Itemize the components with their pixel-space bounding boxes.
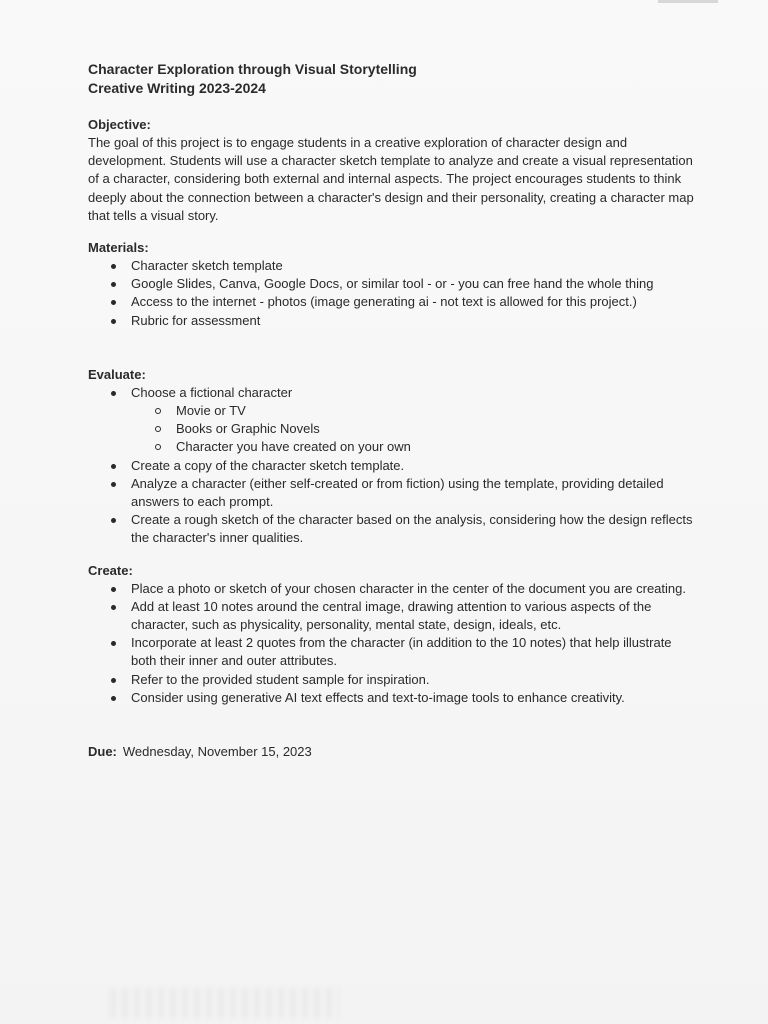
materials-list bbox=[88, 257, 698, 330]
evaluate-heading: Evaluate: bbox=[88, 366, 146, 382]
list-item: Rubric for assessment bbox=[88, 312, 698, 330]
create-heading: Create: bbox=[88, 562, 133, 578]
character-source-list bbox=[88, 402, 698, 457]
due-date: Wednesday, November 15, 2023 bbox=[122, 744, 312, 760]
due-date-line bbox=[88, 743, 698, 761]
list-item: Analyze a character (either self-created or from fiction) using the template, providing detailed answers to each prompt. bbox=[88, 475, 698, 511]
document-subtitle: Creative Writing 2023-2024 bbox=[88, 80, 266, 96]
list-item: Books or Graphic Novels bbox=[88, 420, 698, 438]
due-label: Due: bbox=[88, 744, 117, 760]
list-item: Consider using generative AI text effects and text-to-image tools to enhance creativity. bbox=[88, 689, 698, 707]
list-item: Access to the internet - photos (image generating ai - not text is allowed for this project.) bbox=[88, 293, 698, 311]
list-item: Add at least 10 notes around the central image, drawing attention to various aspects of the character, such as physicality, personality, mental state, design, ideals, etc. bbox=[88, 598, 698, 634]
list-item: Google Slides, Canva, Google Docs, or similar tool - or - you can free hand the whole thing bbox=[88, 275, 698, 293]
scan-artifact bbox=[658, 0, 718, 3]
objective-heading: Objective: bbox=[88, 117, 151, 132]
document-content bbox=[88, 60, 698, 761]
list-item: Place a photo or sketch of your chosen character in the center of the document you are creating. bbox=[88, 580, 698, 598]
evaluate-steps-list bbox=[88, 457, 698, 548]
materials-heading: Materials: bbox=[88, 240, 149, 256]
objective-text: The goal of this project is to engage students in a creative exploration of character design and development. Students will use a character sketch template to analyze and create a visual representation of a character, considering both external and internal aspects. The project encourages students to think deeply about the connection between a character's design and their personality, creating a character map that tells a visual story. bbox=[88, 135, 694, 223]
list-item: Movie or TV bbox=[88, 402, 698, 420]
scan-artifact bbox=[110, 988, 340, 1018]
list-item: Character sketch template bbox=[88, 257, 698, 275]
document-title: Character Exploration through Visual Storytelling bbox=[88, 61, 417, 77]
list-item: Choose a fictional character bbox=[88, 384, 698, 402]
list-item: Create a rough sketch of the character based on the analysis, considering how the design reflects the character's inner qualities. bbox=[88, 511, 698, 547]
evaluate-list bbox=[88, 384, 698, 402]
create-list bbox=[88, 580, 698, 707]
list-item: Character you have created on your own bbox=[88, 438, 698, 456]
list-item: Incorporate at least 2 quotes from the character (in addition to the 10 notes) that help illustrate both their inner and outer attributes. bbox=[88, 634, 698, 670]
list-item: Refer to the provided student sample for inspiration. bbox=[88, 671, 698, 689]
list-item: Create a copy of the character sketch template. bbox=[88, 457, 698, 475]
